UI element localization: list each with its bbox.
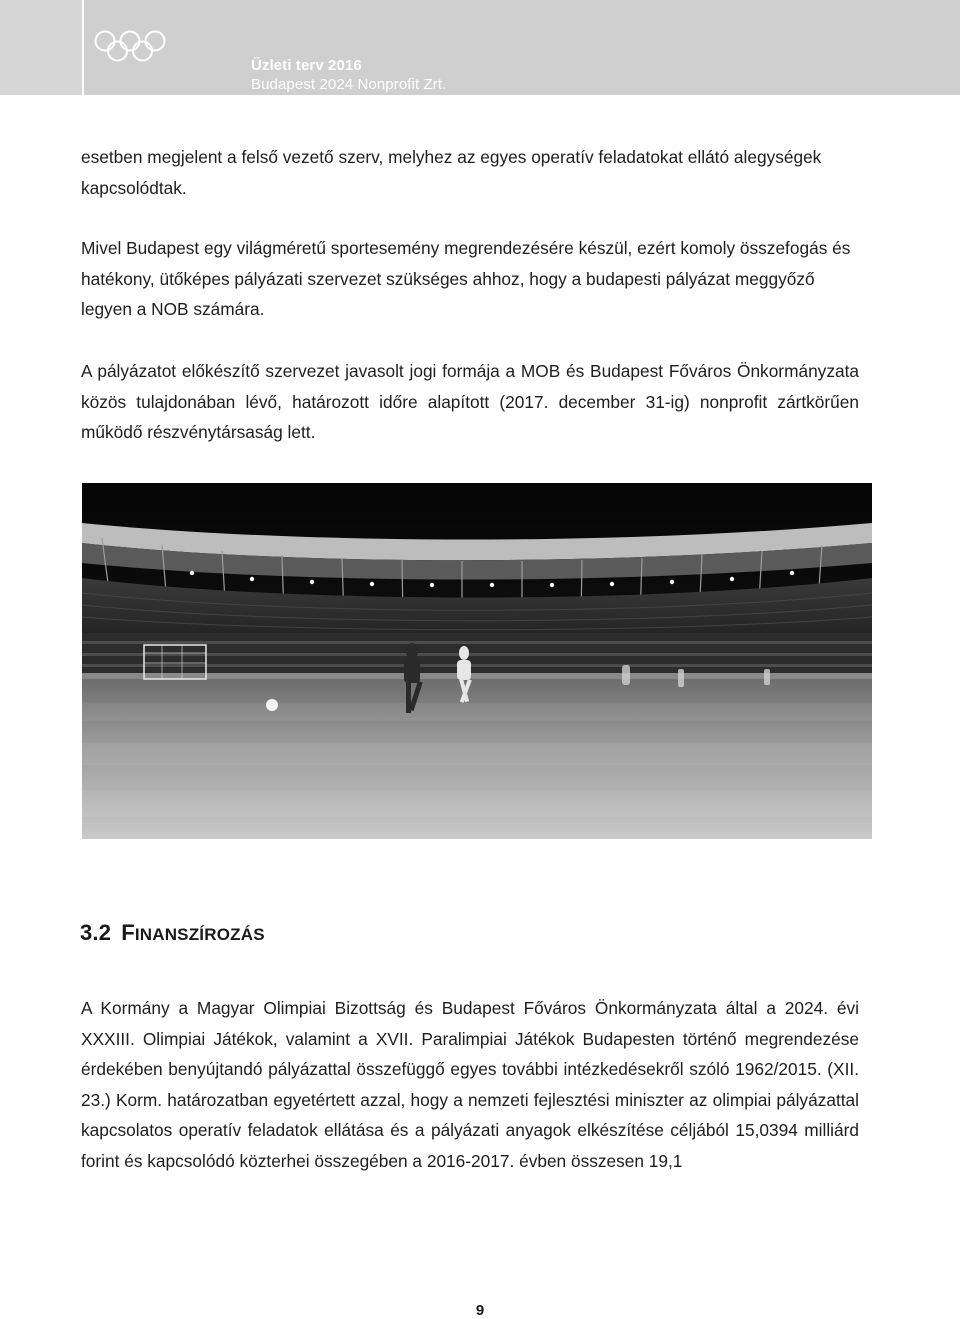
section-title-initial: F [121, 920, 135, 945]
paragraph-4: A Kormány a Magyar Olimpiai Bizottság és Budapest Főváros Önkormányzata által a 2024. évi XXXIII. Olimpiai Játékok, valamint a XVII. Paralimpiai Játékok Budapesten történő megrendezése érdekében benyújtandó pályázattal összefüggő egyes további intézkedésekről szóló 1962/2015. (XII. 23.) Korm. határozatban egyetértett azzal, hogy a nemzeti fejlesztési miniszter az olimpiai pályázattal kapcsolatos operatív feladatok ellátása és a pályázati anyagok elkészítése céljából 15,0394 milliárd forint és kapcsolódó közterhei összegében a 2016-2017. évben összesen 19,1 [81, 998, 859, 1171]
paragraph-2: Mivel Budapest egy világméretű sportesemény megrendezésére készül, ezért komoly összefogás és hatékony, ütőképes pályázati szervezet szükséges ahhoz, hogy a budapesti pályázat meggyőző legyen a NOB számára. [81, 238, 851, 319]
stadium-photo-illustration [82, 483, 872, 839]
paragraph-3: A pályázatot előkészítő szervezet javasolt jogi formája a MOB és Budapest Főváros Önkormányzata közös tulajdonában lévő, határozott időre alapított (2017. december 31-ig) nonprofit zártkörűen működő részvénytársaság lett. [81, 361, 859, 442]
section-number: 3.2 [80, 920, 112, 945]
header-subtitle: Budapest 2024 Nonprofit Zrt. [251, 76, 447, 93]
stadium-photo [82, 483, 872, 839]
section-heading [80, 920, 265, 946]
olympic-rings-icon [94, 30, 166, 64]
section-title-rest: INANSZÍROZÁS [134, 925, 265, 944]
header-divider [82, 0, 84, 95]
page-header [0, 0, 960, 95]
paragraph-1: esetben megjelent a felső vezető szerv, melyhez az egyes operatív feladatokat ellátó alegységek kapcsolódtak. [81, 147, 822, 198]
page-number: 9 [475, 1302, 485, 1319]
header-logo-panel [0, 0, 82, 95]
header-title: Üzleti terv 2016 [251, 57, 362, 74]
